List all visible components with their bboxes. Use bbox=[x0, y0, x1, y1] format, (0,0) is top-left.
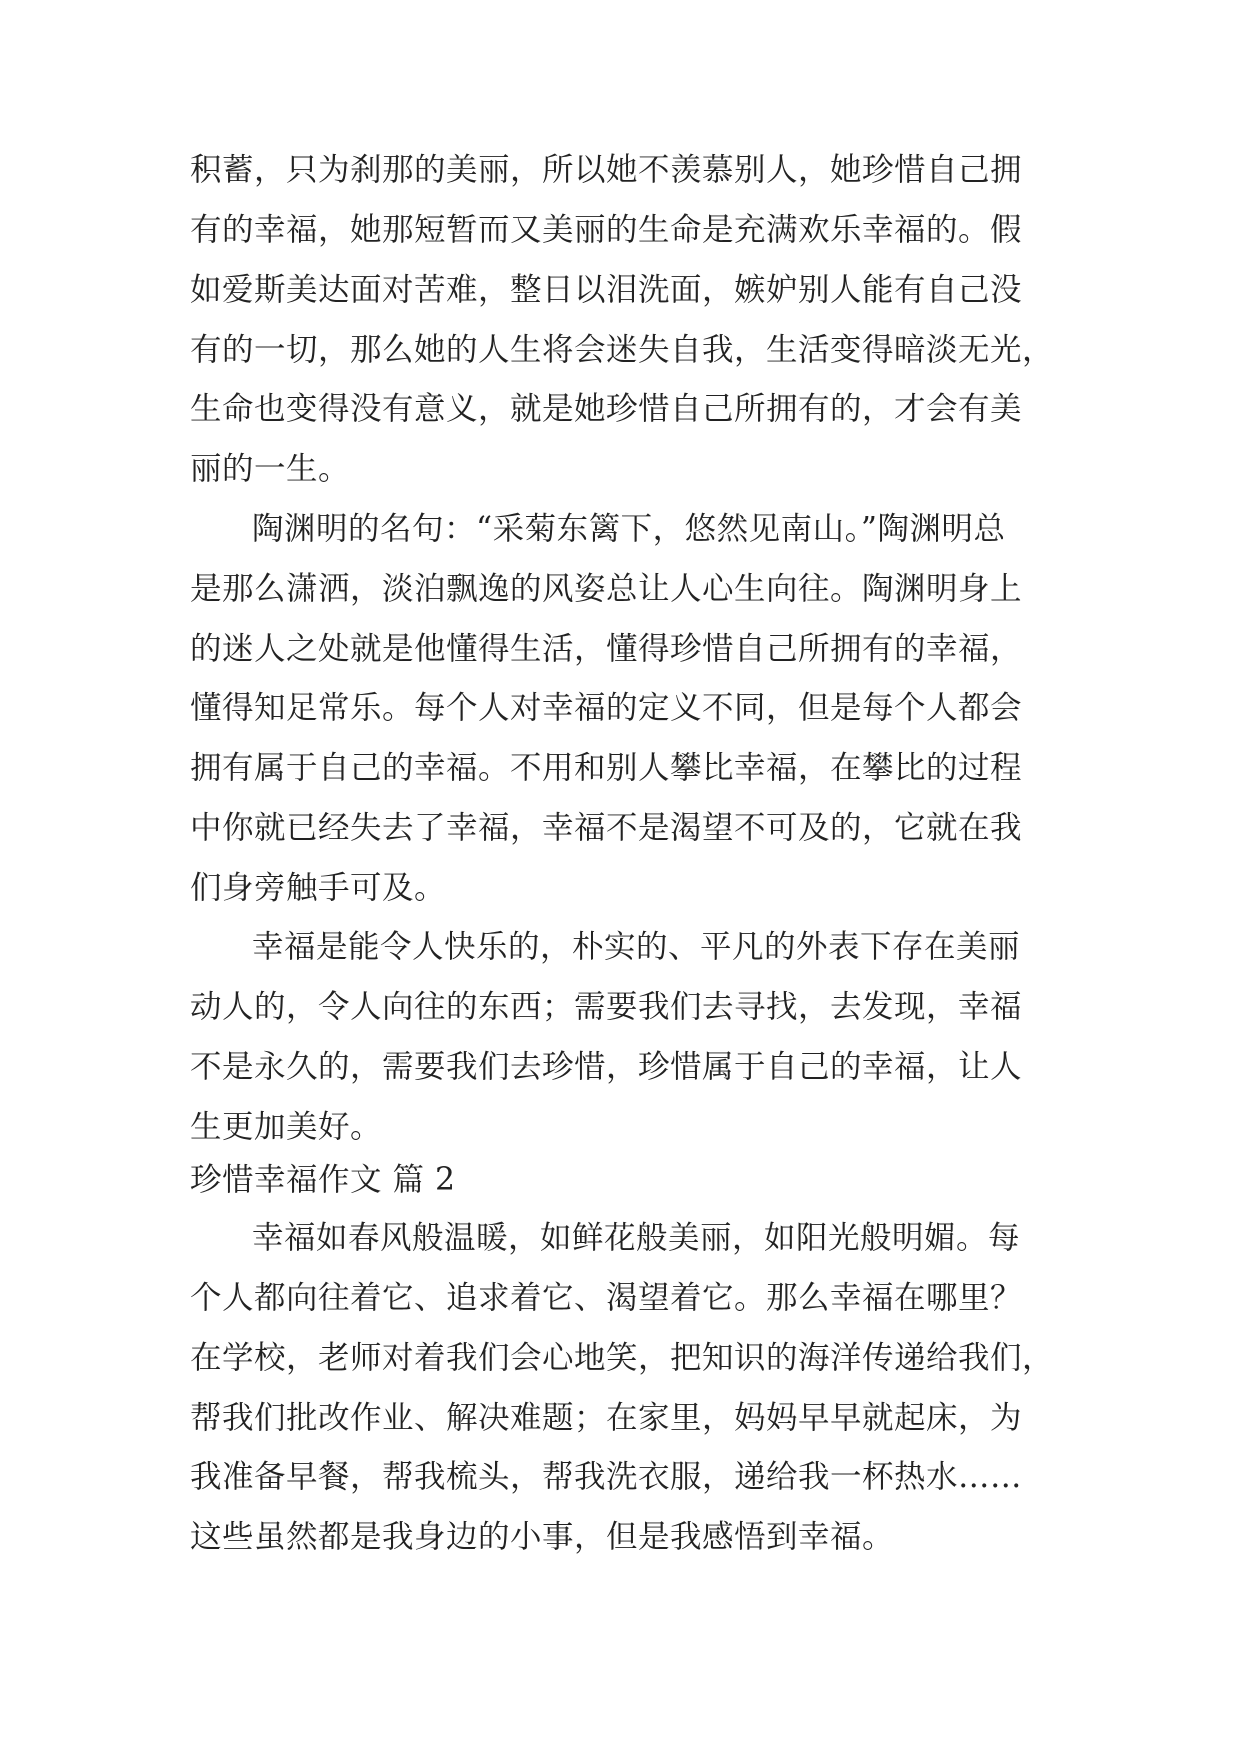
text-line: 的迷人之处就是他懂得生活，懂得珍惜自己所拥有的幸福， bbox=[190, 631, 1023, 667]
text-line: 生命也变得没有意义，就是她珍惜自己所拥有的，才会有美 bbox=[190, 391, 1023, 427]
text-line: 如爱斯美达面对苦难，整日以泪洗面，嫉妒别人能有自己没 bbox=[190, 272, 1023, 308]
text-line: 这些虽然都是我身边的小事，但是我感悟到幸福。 bbox=[190, 1519, 895, 1555]
text-line: 懂得知足常乐。每个人对幸福的定义不同，但是每个人都会 bbox=[190, 690, 1023, 726]
text-line: 在学校，老师对着我们会心地笑，把知识的海洋传递给我们， bbox=[190, 1340, 1055, 1376]
text-line: 帮我们批改作业、解决难题；在家里，妈妈早早就起床，为 bbox=[190, 1400, 1023, 1436]
paragraph-start-line: 幸福如春风般温暖，如鲜花般美丽，如阳光般明媚。每 bbox=[252, 1220, 1021, 1256]
text-line: 们身旁触手可及。 bbox=[190, 870, 447, 906]
text-line: 个人都向往着它、追求着它、渴望着它。那么幸福在哪里？ bbox=[190, 1280, 1023, 1316]
paragraph-start-line: 陶渊明的名句：“采菊东篱下，悠然见南山。”陶渊明总 bbox=[252, 511, 1006, 547]
text-line: 拥有属于自己的幸福。不用和别人攀比幸福，在攀比的过程 bbox=[190, 750, 1023, 786]
text-line: 不是永久的，需要我们去珍惜，珍惜属于自己的幸福，让人 bbox=[190, 1049, 1023, 1085]
text-line: 是那么潇洒，淡泊飘逸的风姿总让人心生向往。陶渊明身上 bbox=[190, 571, 1023, 607]
text-line: 有的幸福，她那短暂而又美丽的生命是充满欢乐幸福的。假 bbox=[190, 212, 1023, 248]
paragraph-start-line: 幸福是能令人快乐的，朴实的、平凡的外表下存在美丽 bbox=[252, 929, 1021, 965]
text-line: 积蓄，只为刹那的美丽，所以她不羡慕别人，她珍惜自己拥 bbox=[190, 152, 1023, 188]
text-line: 我准备早餐，帮我梳头，帮我洗衣服，递给我一杯热水…… bbox=[190, 1459, 1023, 1495]
text-line: 丽的一生。 bbox=[190, 451, 351, 487]
text-line: 动人的，令人向往的东西；需要我们去寻找，去发现，幸福 bbox=[190, 989, 1023, 1025]
text-line: 中你就已经失去了幸福，幸福不是渴望不可及的，它就在我 bbox=[190, 810, 1023, 846]
text-line: 生更加美好。 bbox=[190, 1109, 383, 1145]
section-heading: 珍惜幸福作文 篇 2 bbox=[190, 1162, 456, 1198]
text-line: 有的一切，那么她的人生将会迷失自我，生活变得暗淡无光， bbox=[190, 332, 1055, 368]
